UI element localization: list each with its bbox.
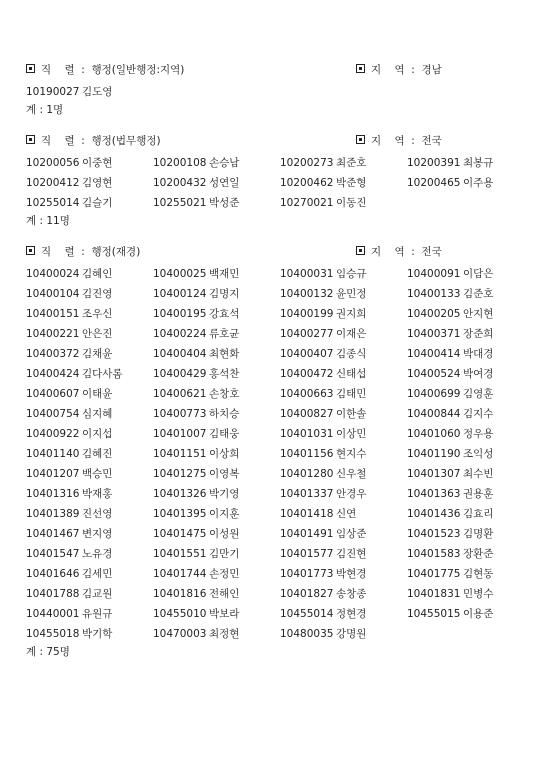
- person-name: 박준형: [336, 177, 367, 189]
- person-name: 신우철: [336, 468, 367, 480]
- exam-number: 10401816: [153, 588, 207, 600]
- list-item: [153, 604, 280, 624]
- person-name: 안은진: [82, 328, 113, 340]
- list-item: [26, 153, 153, 173]
- person-name: 박재홍: [82, 488, 113, 500]
- list-item: [407, 384, 516, 404]
- exam-number: 10480035: [280, 628, 334, 640]
- list-item: [407, 524, 516, 544]
- person-name: 김영현: [82, 177, 113, 189]
- section-total: 계 : 75명: [26, 646, 70, 658]
- exam-number: 10400372: [26, 348, 80, 360]
- list-item: [153, 544, 280, 564]
- exam-number: 10400124: [153, 288, 207, 300]
- person-name: 안경우: [336, 488, 367, 500]
- exam-number: 10400424: [26, 368, 80, 380]
- exam-number: 10400025: [153, 268, 207, 280]
- region-heading: [356, 62, 442, 78]
- person-name: 이한솔: [336, 408, 367, 420]
- exam-number: 10400221: [26, 328, 80, 340]
- person-name: 최준호: [336, 157, 367, 169]
- list-item: [280, 544, 407, 564]
- list-item: [407, 284, 516, 304]
- person-name: 최정현: [209, 628, 240, 640]
- series-heading: [26, 244, 140, 260]
- person-name: 진선영: [82, 508, 113, 520]
- exam-number: 10401775: [407, 568, 461, 580]
- list-item: [280, 464, 407, 484]
- list-item: [26, 324, 153, 344]
- person-name: 박현경: [336, 568, 367, 580]
- region-heading: [356, 133, 442, 149]
- list-item: [280, 504, 407, 524]
- list-item: [407, 404, 516, 424]
- person-name: 손정민: [209, 568, 240, 580]
- list-item: [153, 504, 280, 524]
- exam-number: 10400091: [407, 268, 461, 280]
- list-item: [280, 153, 407, 173]
- list-item: [407, 464, 516, 484]
- exam-number: 10400224: [153, 328, 207, 340]
- person-name: 김종식: [336, 348, 367, 360]
- list-item: [153, 524, 280, 544]
- list-item: [26, 584, 153, 604]
- person-name: 류호균: [209, 328, 240, 340]
- list-item: [26, 384, 153, 404]
- person-name: 김효리: [463, 508, 494, 520]
- person-name: 장준희: [463, 328, 494, 340]
- square-bullet-icon: [356, 64, 365, 73]
- list-item: [280, 424, 407, 444]
- person-name: 이동진: [336, 197, 367, 209]
- list-item: [280, 564, 407, 584]
- person-name: 노유경: [82, 548, 113, 560]
- person-name: 김혜인: [82, 268, 113, 280]
- entries-grid: [26, 82, 516, 102]
- exam-number: 10200273: [280, 157, 334, 169]
- exam-number: 10401395: [153, 508, 207, 520]
- list-item: [153, 444, 280, 464]
- exam-number: 10400133: [407, 288, 461, 300]
- series-heading: [26, 62, 184, 78]
- list-item: [153, 564, 280, 584]
- list-item: [26, 504, 153, 524]
- person-name: 김진영: [82, 288, 113, 300]
- list-item: [26, 444, 153, 464]
- exam-number: 10401275: [153, 468, 207, 480]
- person-name: 조우신: [82, 308, 113, 320]
- exam-number: 10400371: [407, 328, 461, 340]
- exam-number: 10400472: [280, 368, 334, 380]
- list-item: [153, 364, 280, 384]
- person-name: 이성원: [209, 528, 240, 540]
- exam-number: 10400922: [26, 428, 80, 440]
- exam-number: 10401547: [26, 548, 80, 560]
- section-total: 계 : 1명: [26, 104, 64, 116]
- square-bullet-icon: [356, 135, 365, 144]
- list-item: [280, 524, 407, 544]
- exam-number: 10401307: [407, 468, 461, 480]
- person-name: 김교원: [82, 588, 113, 600]
- person-name: 신연: [336, 508, 357, 520]
- list-item: [407, 324, 516, 344]
- exam-number: 10200391: [407, 157, 461, 169]
- region-label: 지 역 : 전국: [371, 246, 442, 258]
- section-total: 계 : 11명: [26, 215, 70, 227]
- person-name: 박기학: [82, 628, 113, 640]
- exam-number: 10440001: [26, 608, 80, 620]
- person-name: 김영훈: [463, 388, 494, 400]
- exam-number: 10400827: [280, 408, 334, 420]
- list-item: [407, 424, 516, 444]
- region-heading: [356, 244, 442, 260]
- person-name: 이태윤: [82, 388, 113, 400]
- list-item: [280, 304, 407, 324]
- exam-number: 10200462: [280, 177, 334, 189]
- exam-number: 10401827: [280, 588, 334, 600]
- region-label: 지 역 : 전국: [371, 135, 442, 147]
- person-name: 이재은: [336, 328, 367, 340]
- exam-number: 10401060: [407, 428, 461, 440]
- list-item: [280, 324, 407, 344]
- person-name: 손창호: [209, 388, 240, 400]
- list-item: [26, 464, 153, 484]
- exam-number: 10200465: [407, 177, 461, 189]
- exam-number: 10401475: [153, 528, 207, 540]
- person-name: 신태섭: [336, 368, 367, 380]
- list-item: [280, 264, 407, 284]
- person-name: 김지수: [463, 408, 494, 420]
- person-name: 장환준: [463, 548, 494, 560]
- exam-number: 10401190: [407, 448, 461, 460]
- exam-number: 10401280: [280, 468, 334, 480]
- section-finance: [26, 244, 516, 660]
- square-bullet-icon: [26, 135, 35, 144]
- square-bullet-icon: [26, 246, 35, 255]
- person-name: 송창종: [336, 588, 367, 600]
- person-name: 김현동: [463, 568, 494, 580]
- exam-number: 10400205: [407, 308, 461, 320]
- list-item: [280, 284, 407, 304]
- list-item: [280, 193, 407, 213]
- exam-number: 10400754: [26, 408, 80, 420]
- person-name: 심지혜: [82, 408, 113, 420]
- exam-number: 10400699: [407, 388, 461, 400]
- list-item: [280, 624, 407, 644]
- person-name: 이주용: [463, 177, 494, 189]
- list-item: [407, 584, 516, 604]
- list-item: [407, 304, 516, 324]
- person-name: 박대경: [463, 348, 494, 360]
- exam-number: 10401140: [26, 448, 80, 460]
- exam-number: 10455018: [26, 628, 80, 640]
- exam-number: 10401583: [407, 548, 461, 560]
- list-item: [153, 484, 280, 504]
- exam-number: 10190027: [26, 86, 80, 98]
- person-name: 박보라: [209, 608, 240, 620]
- list-item: [153, 424, 280, 444]
- list-item: [153, 584, 280, 604]
- exam-number: 10400429: [153, 368, 207, 380]
- exam-number: 10401491: [280, 528, 334, 540]
- exam-number: 10400414: [407, 348, 461, 360]
- person-name: 손승남: [209, 157, 240, 169]
- list-item: [26, 344, 153, 364]
- exam-number: 10401831: [407, 588, 461, 600]
- exam-number: 10455014: [280, 608, 334, 620]
- list-item: [407, 153, 516, 173]
- series-heading: [26, 133, 161, 149]
- list-item: [153, 193, 280, 213]
- exam-number: 10200432: [153, 177, 207, 189]
- person-name: 변지영: [82, 528, 113, 540]
- list-item: [26, 264, 153, 284]
- exam-number: 10400199: [280, 308, 334, 320]
- person-name: 정현경: [336, 608, 367, 620]
- list-item: [153, 324, 280, 344]
- exam-number: 10401316: [26, 488, 80, 500]
- section-header: [26, 133, 516, 149]
- person-name: 김태민: [336, 388, 367, 400]
- exam-number: 10401031: [280, 428, 334, 440]
- exam-number: 10400524: [407, 368, 461, 380]
- list-item: [26, 544, 153, 564]
- person-name: 백재민: [209, 268, 240, 280]
- person-name: 이지훈: [209, 508, 240, 520]
- exam-number: 10400031: [280, 268, 334, 280]
- person-name: 최수빈: [463, 468, 494, 480]
- person-name: 안지현: [463, 308, 494, 320]
- list-item: [407, 604, 516, 624]
- person-name: 김명환: [463, 528, 494, 540]
- exam-number: 10400663: [280, 388, 334, 400]
- list-item: [26, 404, 153, 424]
- list-item: [407, 504, 516, 524]
- person-name: 최봉규: [463, 157, 494, 169]
- document-page: [26, 62, 516, 675]
- list-item: [153, 304, 280, 324]
- list-item: [407, 444, 516, 464]
- exam-number: 10401337: [280, 488, 334, 500]
- person-name: 권지희: [336, 308, 367, 320]
- list-item: [407, 544, 516, 564]
- person-name: 이용준: [463, 608, 494, 620]
- exam-number: 10455015: [407, 608, 461, 620]
- person-name: 조익성: [463, 448, 494, 460]
- list-item: [153, 404, 280, 424]
- list-item: [407, 564, 516, 584]
- person-name: 최현화: [209, 348, 240, 360]
- exam-number: 10200056: [26, 157, 80, 169]
- person-name: 임상준: [336, 528, 367, 540]
- person-name: 김태웅: [209, 428, 240, 440]
- person-name: 권용훈: [463, 488, 494, 500]
- person-name: 이상민: [336, 428, 367, 440]
- exam-number: 10401007: [153, 428, 207, 440]
- list-item: [26, 624, 153, 644]
- list-item: [153, 464, 280, 484]
- person-name: 이담은: [463, 268, 494, 280]
- list-item: [26, 524, 153, 544]
- region-label: 지 역 : 경남: [371, 64, 442, 76]
- list-item: [153, 173, 280, 193]
- list-item: [153, 264, 280, 284]
- person-name: 전해인: [209, 588, 240, 600]
- person-name: 김채윤: [82, 348, 113, 360]
- person-name: 김세민: [82, 568, 113, 580]
- person-name: 하치승: [209, 408, 240, 420]
- list-item: [153, 153, 280, 173]
- list-item: [407, 484, 516, 504]
- person-name: 김준호: [463, 288, 494, 300]
- person-name: 유원규: [82, 608, 113, 620]
- exam-number: 10401646: [26, 568, 80, 580]
- exam-number: 10401418: [280, 508, 334, 520]
- exam-number: 10401788: [26, 588, 80, 600]
- list-item: [26, 284, 153, 304]
- person-name: 임승규: [336, 268, 367, 280]
- person-name: 김다사롬: [82, 368, 123, 380]
- person-name: 박기영: [209, 488, 240, 500]
- list-item: [26, 564, 153, 584]
- person-name: 박성준: [209, 197, 240, 209]
- person-name: 김혜진: [82, 448, 113, 460]
- exam-number: 10400773: [153, 408, 207, 420]
- person-name: 이상희: [209, 448, 240, 460]
- list-item: [26, 424, 153, 444]
- list-item: [407, 173, 516, 193]
- exam-number: 10401744: [153, 568, 207, 580]
- exam-number: 10400195: [153, 308, 207, 320]
- exam-number: 10401207: [26, 468, 80, 480]
- exam-number: 10400104: [26, 288, 80, 300]
- list-item: [153, 624, 280, 644]
- person-name: 홍석찬: [209, 368, 240, 380]
- list-item: [26, 173, 153, 193]
- exam-number: 10255014: [26, 197, 80, 209]
- exam-number: 10401467: [26, 528, 80, 540]
- section-header: [26, 244, 516, 260]
- exam-number: 10400621: [153, 388, 207, 400]
- person-name: 김도영: [82, 86, 113, 98]
- section-legal-admin: [26, 133, 516, 229]
- exam-number: 10200108: [153, 157, 207, 169]
- exam-number: 10401363: [407, 488, 461, 500]
- entries-grid: [26, 153, 516, 213]
- exam-number: 10400844: [407, 408, 461, 420]
- person-name: 김진현: [336, 548, 367, 560]
- person-name: 이지섭: [82, 428, 113, 440]
- list-item: [407, 344, 516, 364]
- exam-number: 10401156: [280, 448, 334, 460]
- exam-number: 10401326: [153, 488, 207, 500]
- person-name: 민병수: [463, 588, 494, 600]
- exam-number: 10200412: [26, 177, 80, 189]
- entries-grid: [26, 264, 516, 644]
- exam-number: 10401151: [153, 448, 207, 460]
- list-item: [153, 284, 280, 304]
- exam-number: 10401773: [280, 568, 334, 580]
- list-item: [280, 604, 407, 624]
- list-item: [280, 173, 407, 193]
- series-label: 직 렬 : 행정(재경): [41, 246, 141, 258]
- series-label: 직 렬 : 행정(일반행정:지역): [41, 64, 185, 76]
- person-name: 정우용: [463, 428, 494, 440]
- exam-number: 10400404: [153, 348, 207, 360]
- list-item: [280, 364, 407, 384]
- list-item: [26, 364, 153, 384]
- person-name: 강효석: [209, 308, 240, 320]
- exam-number: 10470003: [153, 628, 207, 640]
- exam-number: 10400277: [280, 328, 334, 340]
- person-name: 강명원: [336, 628, 367, 640]
- person-name: 성연일: [209, 177, 240, 189]
- exam-number: 10401389: [26, 508, 80, 520]
- square-bullet-icon: [26, 64, 35, 73]
- exam-number: 10270021: [280, 197, 334, 209]
- person-name: 이영복: [209, 468, 240, 480]
- series-label: 직 렬 : 행정(법무행정): [41, 135, 161, 147]
- list-item: [280, 444, 407, 464]
- list-item: [280, 344, 407, 364]
- list-item: [153, 344, 280, 364]
- list-item: [26, 604, 153, 624]
- square-bullet-icon: [356, 246, 365, 255]
- list-item: [26, 304, 153, 324]
- person-name: 이중현: [82, 157, 113, 169]
- exam-number: 10401436: [407, 508, 461, 520]
- exam-number: 10455010: [153, 608, 207, 620]
- exam-number: 10401551: [153, 548, 207, 560]
- list-item: [280, 484, 407, 504]
- exam-number: 10400132: [280, 288, 334, 300]
- list-item: [26, 484, 153, 504]
- list-item: [26, 82, 153, 102]
- person-name: 현지수: [336, 448, 367, 460]
- list-item: [280, 404, 407, 424]
- list-item: [280, 584, 407, 604]
- exam-number: 10400024: [26, 268, 80, 280]
- person-name: 윤민정: [336, 288, 367, 300]
- exam-number: 10400607: [26, 388, 80, 400]
- person-name: 백승민: [82, 468, 113, 480]
- exam-number: 10401577: [280, 548, 334, 560]
- section-header: [26, 62, 516, 78]
- list-item: [407, 264, 516, 284]
- list-item: [26, 193, 153, 213]
- exam-number: 10400407: [280, 348, 334, 360]
- person-name: 김명지: [209, 288, 240, 300]
- person-name: 김슬기: [82, 197, 113, 209]
- exam-number: 10255021: [153, 197, 207, 209]
- section-general-admin: [26, 62, 516, 118]
- list-item: [407, 364, 516, 384]
- person-name: 김만기: [209, 548, 240, 560]
- list-item: [280, 384, 407, 404]
- person-name: 박여경: [463, 368, 494, 380]
- list-item: [153, 384, 280, 404]
- exam-number: 10401523: [407, 528, 461, 540]
- exam-number: 10400151: [26, 308, 80, 320]
